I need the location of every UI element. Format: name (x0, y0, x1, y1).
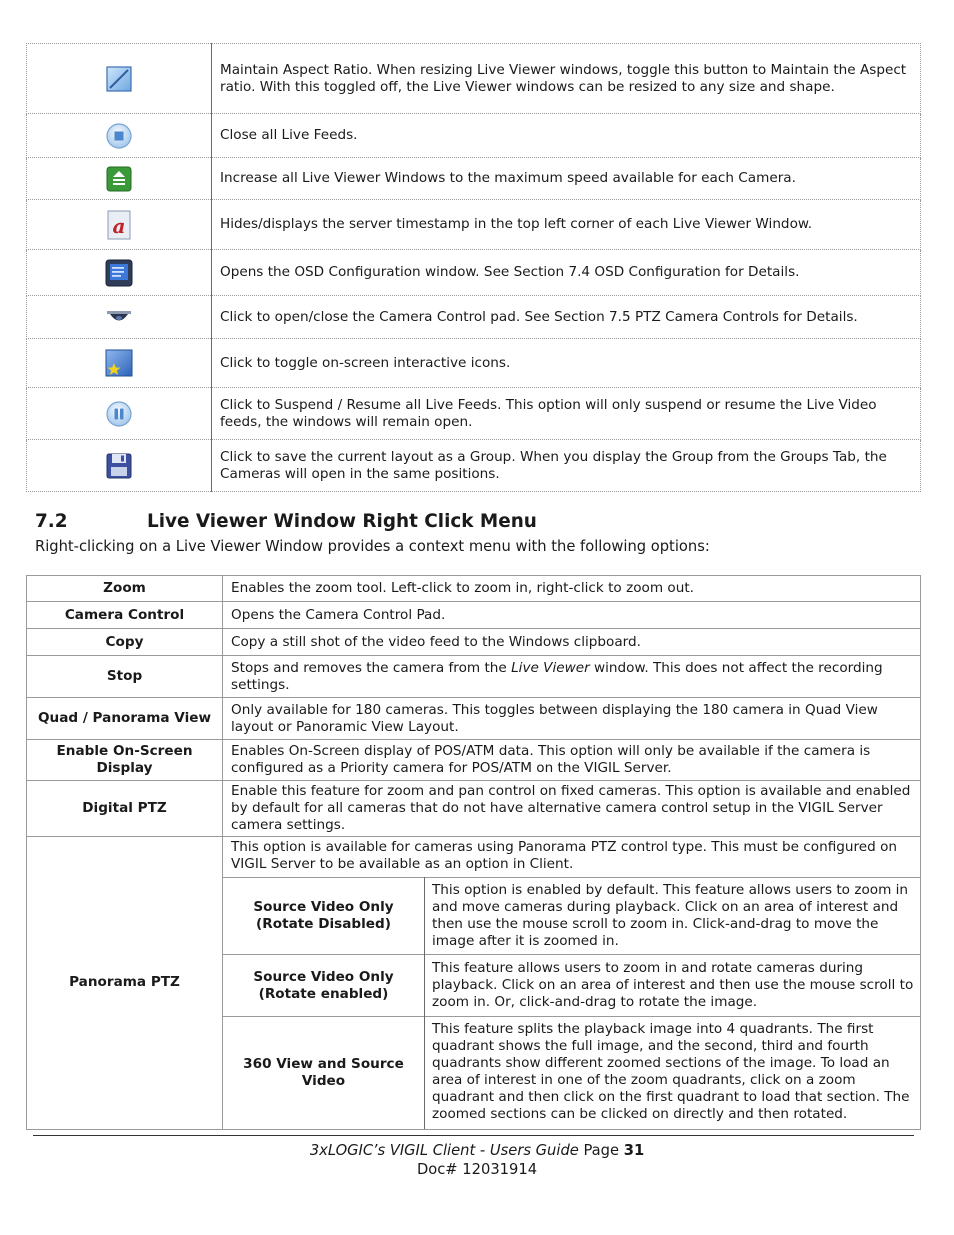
icon-cell (27, 114, 212, 158)
panorama-mode-row (223, 878, 920, 955)
icon-row (27, 158, 921, 200)
panorama-mode-description: This feature allows users to zoom in and rotate cameras during playback. Click on an area of interest and then use the mouse scroll to zoom in. Or, click-and-drag to rotate the image. (425, 955, 921, 1017)
panorama-mode-label: Source Video Only (Rotate enabled) (223, 955, 425, 1017)
footer-doc-number: Doc# 12031914 (416, 1161, 538, 1178)
close-all-feeds-icon (105, 128, 133, 144)
panorama-ptz-detail (223, 837, 921, 1130)
timestamp-icon (106, 213, 132, 238)
icon-cell (27, 158, 212, 200)
option-label: Quad / Panorama View (27, 698, 223, 740)
icon-row (27, 200, 921, 250)
icon-cell (27, 440, 212, 492)
icon-row (27, 250, 921, 296)
icon-description: Click to open/close the Camera Control pad. See Section 7.5 PTZ Camera Controls for Details. (212, 296, 921, 339)
option-label: Zoom (27, 576, 223, 602)
pause-icon (105, 406, 133, 422)
icon-cell (27, 339, 212, 388)
footer-title (0, 1142, 954, 1160)
option-label: Enable On-Screen Display (27, 740, 223, 781)
panorama-mode-label: Source Video Only (Rotate Disabled) (223, 878, 425, 955)
option-label: Stop (27, 656, 223, 698)
save-disk-icon (105, 458, 133, 474)
option-row (27, 602, 921, 629)
svg-text:a: a (112, 213, 126, 238)
option-description (223, 656, 921, 698)
dome-camera-icon (105, 309, 133, 325)
option-description: Enables On-Screen display of POS/ATM data. This option will only be available if the camera is configured as a Priority camera for POS/ATM on the VIGIL Server. (223, 740, 921, 781)
toolbar-icon-table (26, 43, 921, 492)
icon-row (27, 339, 921, 388)
icon-row (27, 440, 921, 492)
footer-page-label: Page (583, 1142, 620, 1159)
option-description: Enables the zoom tool. Left-click to zoom in, right-click to zoom out. (223, 576, 921, 602)
icon-cell (27, 44, 212, 114)
panorama-mode-label: 360 View and Source Video (223, 1017, 425, 1129)
icon-description: Opens the OSD Configuration window. See Section 7.4 OSD Configuration for Details. (212, 250, 921, 296)
option-row (27, 656, 921, 698)
section-number: 7.2 (35, 511, 68, 532)
option-row (27, 781, 921, 837)
context-menu-options-table (26, 575, 921, 1130)
icon-cell (27, 388, 212, 440)
icon-description: Click to Suspend / Resume all Live Feeds. This option will only suspend or resume the Live Video feeds, the windows will remain open. (212, 388, 921, 440)
icon-cell (27, 250, 212, 296)
maintain-aspect-ratio-icon (105, 71, 133, 87)
option-description: Only available for 180 cameras. This toggles between displaying the 180 camera in Quad View layout or Panoramic View Layout. (223, 698, 921, 740)
icon-description: Click to save the current layout as a Group. When you display the Group from the Groups Tab, the Cameras will open in the same positions. (212, 440, 921, 492)
footer-page-number: 31 (623, 1142, 645, 1159)
panorama-ptz-modes-table (223, 877, 920, 1129)
icon-cell (27, 200, 212, 250)
icon-description: Click to toggle on-screen interactive icons. (212, 339, 921, 388)
max-speed-icon (106, 171, 132, 187)
option-description: Enable this feature for zoom and pan control on fixed cameras. This option is available and enabled by default for all cameras that do not have alternative camera control setup in the VIGIL Server camera settings. (223, 781, 921, 837)
osd-config-icon (104, 265, 134, 281)
star-icon (105, 355, 133, 371)
icon-row (27, 114, 921, 158)
icon-description: Close all Live Feeds. (212, 114, 921, 158)
option-description: Copy a still shot of the video feed to the Windows clipboard. (223, 629, 921, 656)
option-label: Digital PTZ (27, 781, 223, 837)
option-row (27, 740, 921, 781)
footer-guide-title: 3xLOGIC’s VIGIL Client - Users Guide (309, 1142, 579, 1159)
icon-row (27, 44, 921, 114)
panorama-mode-row (223, 955, 920, 1017)
option-label: Copy (27, 629, 223, 656)
option-row (27, 698, 921, 740)
icon-row (27, 388, 921, 440)
option-label: Camera Control (27, 602, 223, 629)
option-row (27, 629, 921, 656)
option-row (27, 837, 921, 1130)
section-title: Live Viewer Window Right Click Menu (147, 511, 537, 532)
option-label: Panorama PTZ (27, 837, 223, 1130)
option-description-part: Stops and removes the camera from the (231, 659, 512, 676)
option-description: Opens the Camera Control Pad. (223, 602, 921, 629)
icon-description: Maintain Aspect Ratio. When resizing Live Viewer windows, toggle this button to Maintain the Aspect ratio. With this toggled off, the Live Viewer windows can be resized to any size and shape. (212, 44, 921, 114)
icon-row (27, 296, 921, 339)
section-heading (35, 510, 537, 534)
option-description: This option is available for cameras using Panorama PTZ control type. This must be configured on VIGIL Server to be available as an option in Client. (231, 839, 898, 872)
option-description-part: window. This does not affect the recording settings. (231, 659, 883, 693)
option-row (27, 576, 921, 602)
option-description-emphasis: Live Viewer (511, 659, 590, 676)
icon-cell (27, 296, 212, 339)
footer-divider (33, 1135, 914, 1136)
panorama-mode-row (223, 1017, 920, 1129)
icon-description: Increase all Live Viewer Windows to the maximum speed available for each Camera. (212, 158, 921, 200)
panorama-mode-description: This feature splits the playback image into 4 quadrants. The first quadrant shows the full image, and the second, third and fourth quadrants show different zoomed sections of the image. To load an area of interest in one of the zoom quadrants, click on a zoom quadrant and then click on the first quadrant to load that section. The zoomed sections can be clicked on directly and then rotated. (425, 1017, 921, 1129)
section-intro: Right-clicking on a Live Viewer Window provides a context menu with the following options: (35, 538, 710, 555)
panorama-mode-description: This option is enabled by default. This feature allows users to zoom in and move cameras during playback. Click on an area of interest and then use the mouse scroll to zoom in. Click-and-drag to move the image after it is zoomed in. (425, 878, 921, 955)
icon-description: Hides/displays the server timestamp in the top left corner of each Live Viewer Window. (212, 200, 921, 250)
